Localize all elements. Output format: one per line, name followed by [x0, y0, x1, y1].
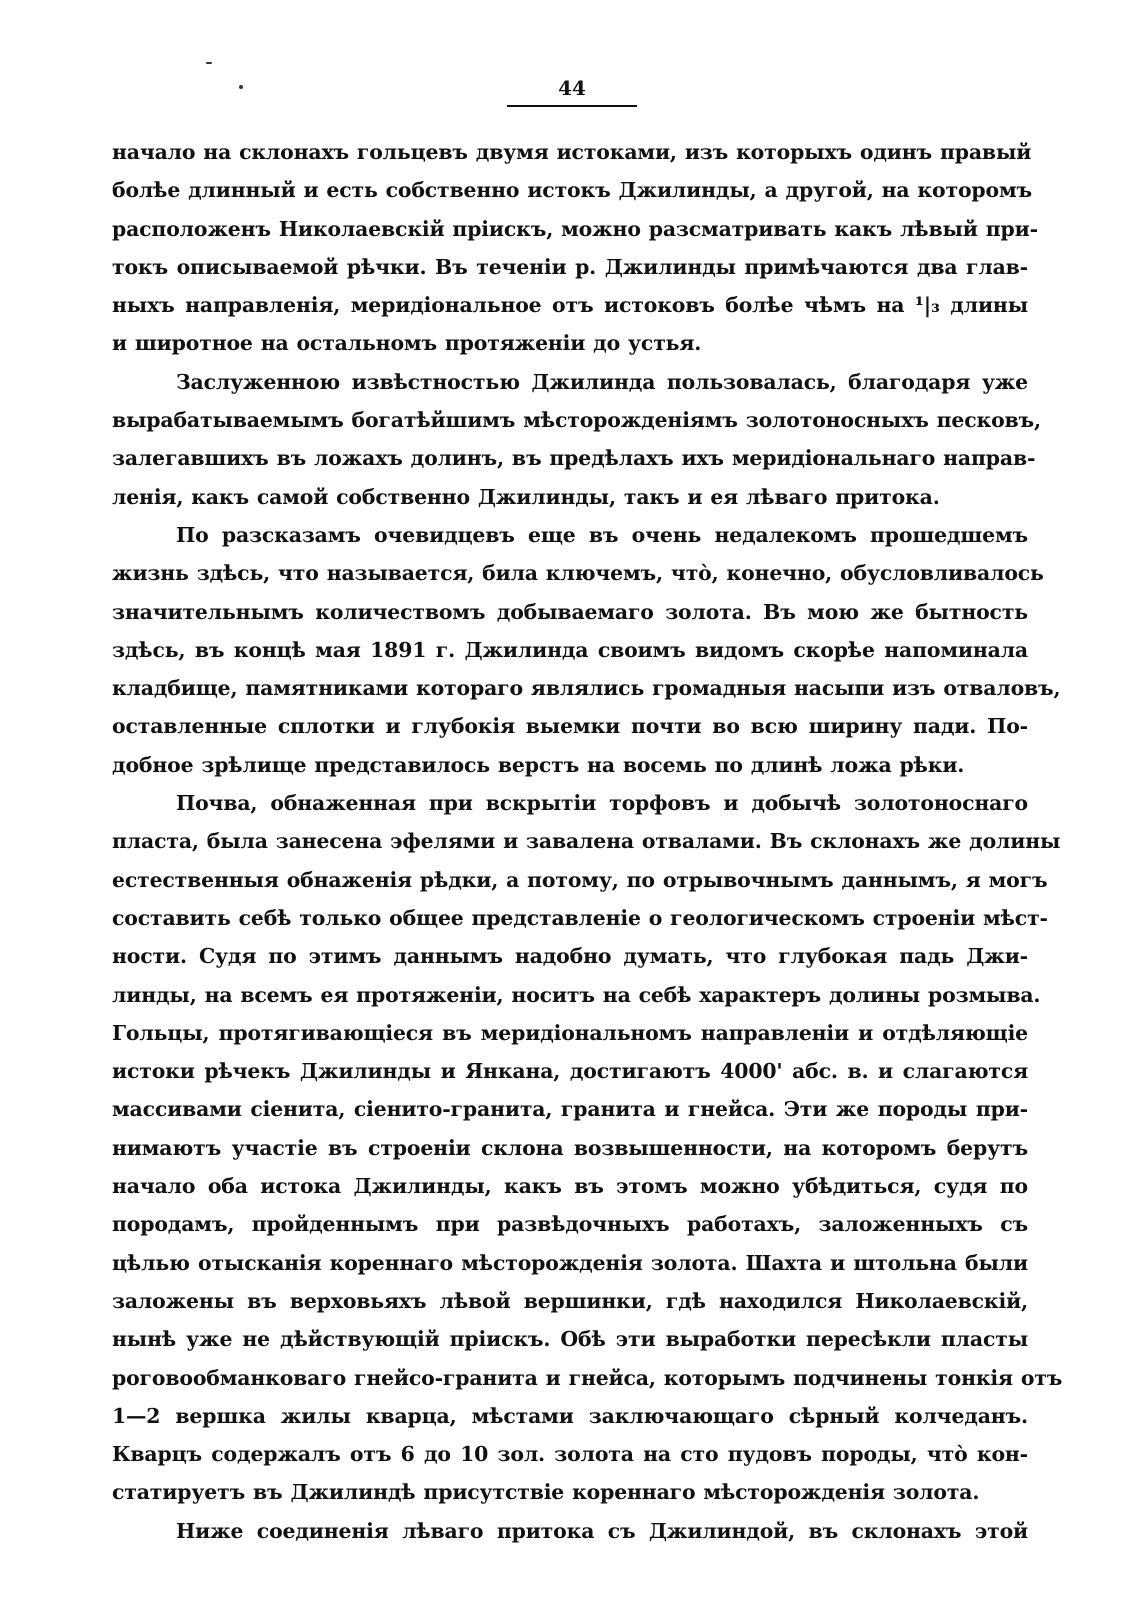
text-line: Почва, обнаженная при вскрытіи торфовъ и добычѣ золотоноснаго	[176, 791, 1028, 816]
text-line: линды, на всемъ ея протяженіи, носитъ на себѣ характеръ долины розмыва.	[112, 982, 1041, 1007]
text-line: начало оба истока Джилинды, какъ въ этомъ можно убѣдиться, судя по	[112, 1174, 1028, 1199]
text-line: ленія, какъ самой собственно Джилинды, такъ и ея лѣваго притока.	[112, 484, 940, 509]
text-line: заложены въ верховьяхъ лѣвой вершинки, гдѣ находился Николаевскій,	[112, 1288, 1028, 1313]
text-line: массивами сіенита, сіенито-гранита, гранита и гнейса. Эти же породы при-	[112, 1097, 1028, 1122]
text-line: расположенъ Николаевскій пріискъ, можно разсматривать какъ лѣвый при-	[112, 216, 1038, 241]
text-line: пласта, была занесена эфелями и завалена отвалами. Въ склонахъ же долины	[112, 829, 1061, 854]
print-speck	[206, 62, 212, 64]
page-number-underline	[507, 105, 637, 107]
text-line: начало на склонахъ гольцевъ двумя истоками, изъ которыхъ одинъ правый	[112, 140, 1032, 164]
text-line: породамъ, пройденнымъ при развѣдочныхъ работахъ, заложенныхъ съ	[112, 1212, 1028, 1237]
text-line: истоки рѣчекъ Джилинды и Янкана, достигаютъ 4000' абс. в. и слагаются	[112, 1059, 1028, 1084]
text-line: оставленные сплотки и глубокія выемки почти во всю ширину пади. По-	[112, 714, 1028, 739]
text-line: Гольцы, протягивающіеся въ меридіональномъ направленіи и отдѣляющіе	[112, 1020, 1028, 1045]
text-line: здѣсь, въ концѣ мая 1891 г. Джилинда своимъ видомъ скорѣе напоминала	[112, 637, 1028, 662]
text-line: болѣе длинный и есть собственно истокъ Джилинды, а другой, на которомъ	[112, 178, 1033, 203]
text-line: Кварцъ содержалъ отъ 6 до 10 зол. золота на сто пудовъ породы, что̀ кон-	[112, 1442, 1028, 1467]
text-line: составить себѣ только общее представленіе о геологическомъ строеніи мѣст-	[112, 905, 1048, 930]
text-line: и широтное на остальномъ протяженіи до устья.	[112, 331, 702, 356]
text-line: Ниже соединенія лѣваго притока съ Джилиндой, въ склонахъ этой	[176, 1518, 1028, 1543]
page-number: 44	[558, 76, 586, 100]
print-speck	[239, 85, 243, 89]
text-line: добное зрѣлище представилось верстъ на восемь по длинѣ ложа рѣки.	[112, 752, 965, 777]
text-line: значительнымъ количествомъ добываемаго золота. Въ мою же бытность	[112, 599, 1028, 624]
text-line: токъ описываемой рѣчки. Въ теченіи р. Джилинды примѣчаются два глав-	[112, 254, 1028, 279]
text-line: залегавшихъ въ ложахъ долинъ, въ предѣлахъ ихъ меридіональнаго направ-	[112, 446, 1036, 471]
text-line: 1—2 вершка жилы кварца, мѣстами заключающаго сѣрный колчеданъ.	[112, 1403, 1028, 1428]
text-line: Заслуженною извѣстностью Джилинда пользовалась, благодаря уже	[176, 369, 1028, 394]
body-text	[112, 133, 1063, 1550]
text-line: нимаютъ участіе въ строеніи склона возвышенности, на которомъ берутъ	[112, 1135, 1028, 1160]
text-line: жизнь здѣсь, что называется, била ключемъ, что̀, конечно, обусловливалось	[112, 561, 1044, 586]
text-line: кладбище, памятниками котораго являлись громадныя насыпи изъ отваловъ,	[112, 676, 1061, 701]
text-line: естественныя обнаженія рѣдки, а потому, по отрывочнымъ даннымъ, я могъ	[112, 867, 1048, 892]
text-line: цѣлью отысканія кореннаго мѣсторожденія золота. Шахта и штольна были	[112, 1250, 1028, 1275]
text-line: роговообманковаго гнейсо-гранита и гнейса, которымъ подчинены тонкія отъ	[112, 1365, 1063, 1390]
text-line: нынѣ уже не дѣйствующій пріискъ. Обѣ эти выработки пересѣкли пласты	[112, 1327, 1028, 1352]
text-line: статируетъ въ Джилиндѣ присутствіе кореннаго мѣсторожденія золота.	[112, 1480, 980, 1505]
text-line: ности. Судя по этимъ даннымъ надобно думать, что глубокая падь Джи-	[112, 944, 1028, 969]
text-line: вырабатываемымъ богатѣйшимъ мѣсторожденіямъ золотоносныхъ песковъ,	[112, 408, 1041, 433]
text-line: ныхъ направленія, меридіональное отъ истоковъ болѣе чѣмъ на ¹|₃ длины	[112, 293, 1028, 318]
text-line: По разсказамъ очевидцевъ еще въ очень недалекомъ прошедшемъ	[176, 522, 1028, 547]
